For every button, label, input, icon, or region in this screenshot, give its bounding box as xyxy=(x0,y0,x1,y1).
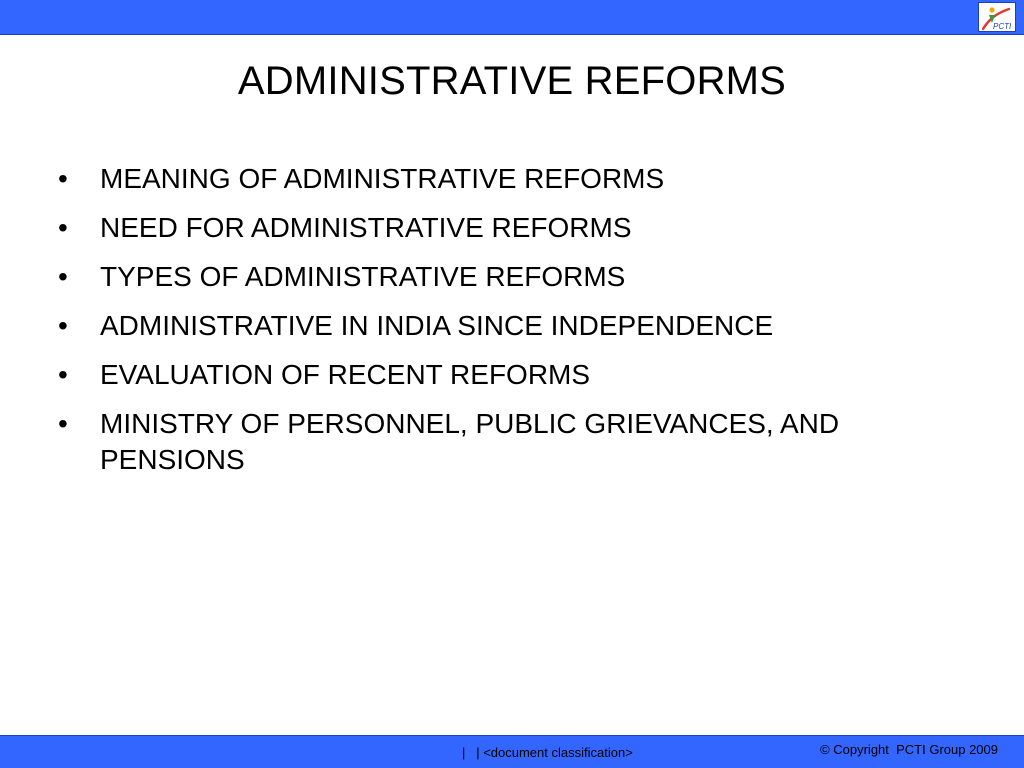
bullet-icon: • xyxy=(58,310,68,341)
bullet-icon: • xyxy=(58,212,68,243)
bullet-item xyxy=(58,357,958,393)
pcti-logo-graphic xyxy=(979,3,1015,31)
bullet-text: TYPES OF ADMINISTRATIVE REFORMS xyxy=(100,261,626,292)
bullet-icon: • xyxy=(58,261,68,292)
bullet-item xyxy=(58,210,958,246)
bullet-text: EVALUATION OF RECENT REFORMS xyxy=(100,359,591,390)
bullet-text: MINISTRY OF PERSONNEL, PUBLIC GRIEVANCES, AND PENSIONS xyxy=(100,408,840,475)
logo-text: PCTI xyxy=(993,22,1012,31)
document-classification: | | <document classification> xyxy=(462,745,633,760)
header-bar xyxy=(0,0,1024,35)
bullet-item xyxy=(58,259,958,295)
pcti-logo-icon xyxy=(978,2,1016,32)
bullet-item xyxy=(58,406,958,478)
bullet-list xyxy=(58,161,958,491)
copyright-notice: © Copyright PCTI Group 2009 xyxy=(820,742,998,757)
footer-bar xyxy=(0,735,1024,768)
bullet-text: NEED FOR ADMINISTRATIVE REFORMS xyxy=(100,212,632,243)
bullet-icon: • xyxy=(58,408,68,439)
slide-title: ADMINISTRATIVE REFORMS xyxy=(237,59,787,103)
bullet-text: MEANING OF ADMINISTRATIVE REFORMS xyxy=(100,163,665,194)
bullet-text: ADMINISTRATIVE IN INDIA SINCE INDEPENDENCE xyxy=(100,310,774,341)
bullet-item xyxy=(58,161,958,197)
bullet-item xyxy=(58,308,958,344)
bullet-icon: • xyxy=(58,163,68,194)
bullet-icon: • xyxy=(58,359,68,390)
